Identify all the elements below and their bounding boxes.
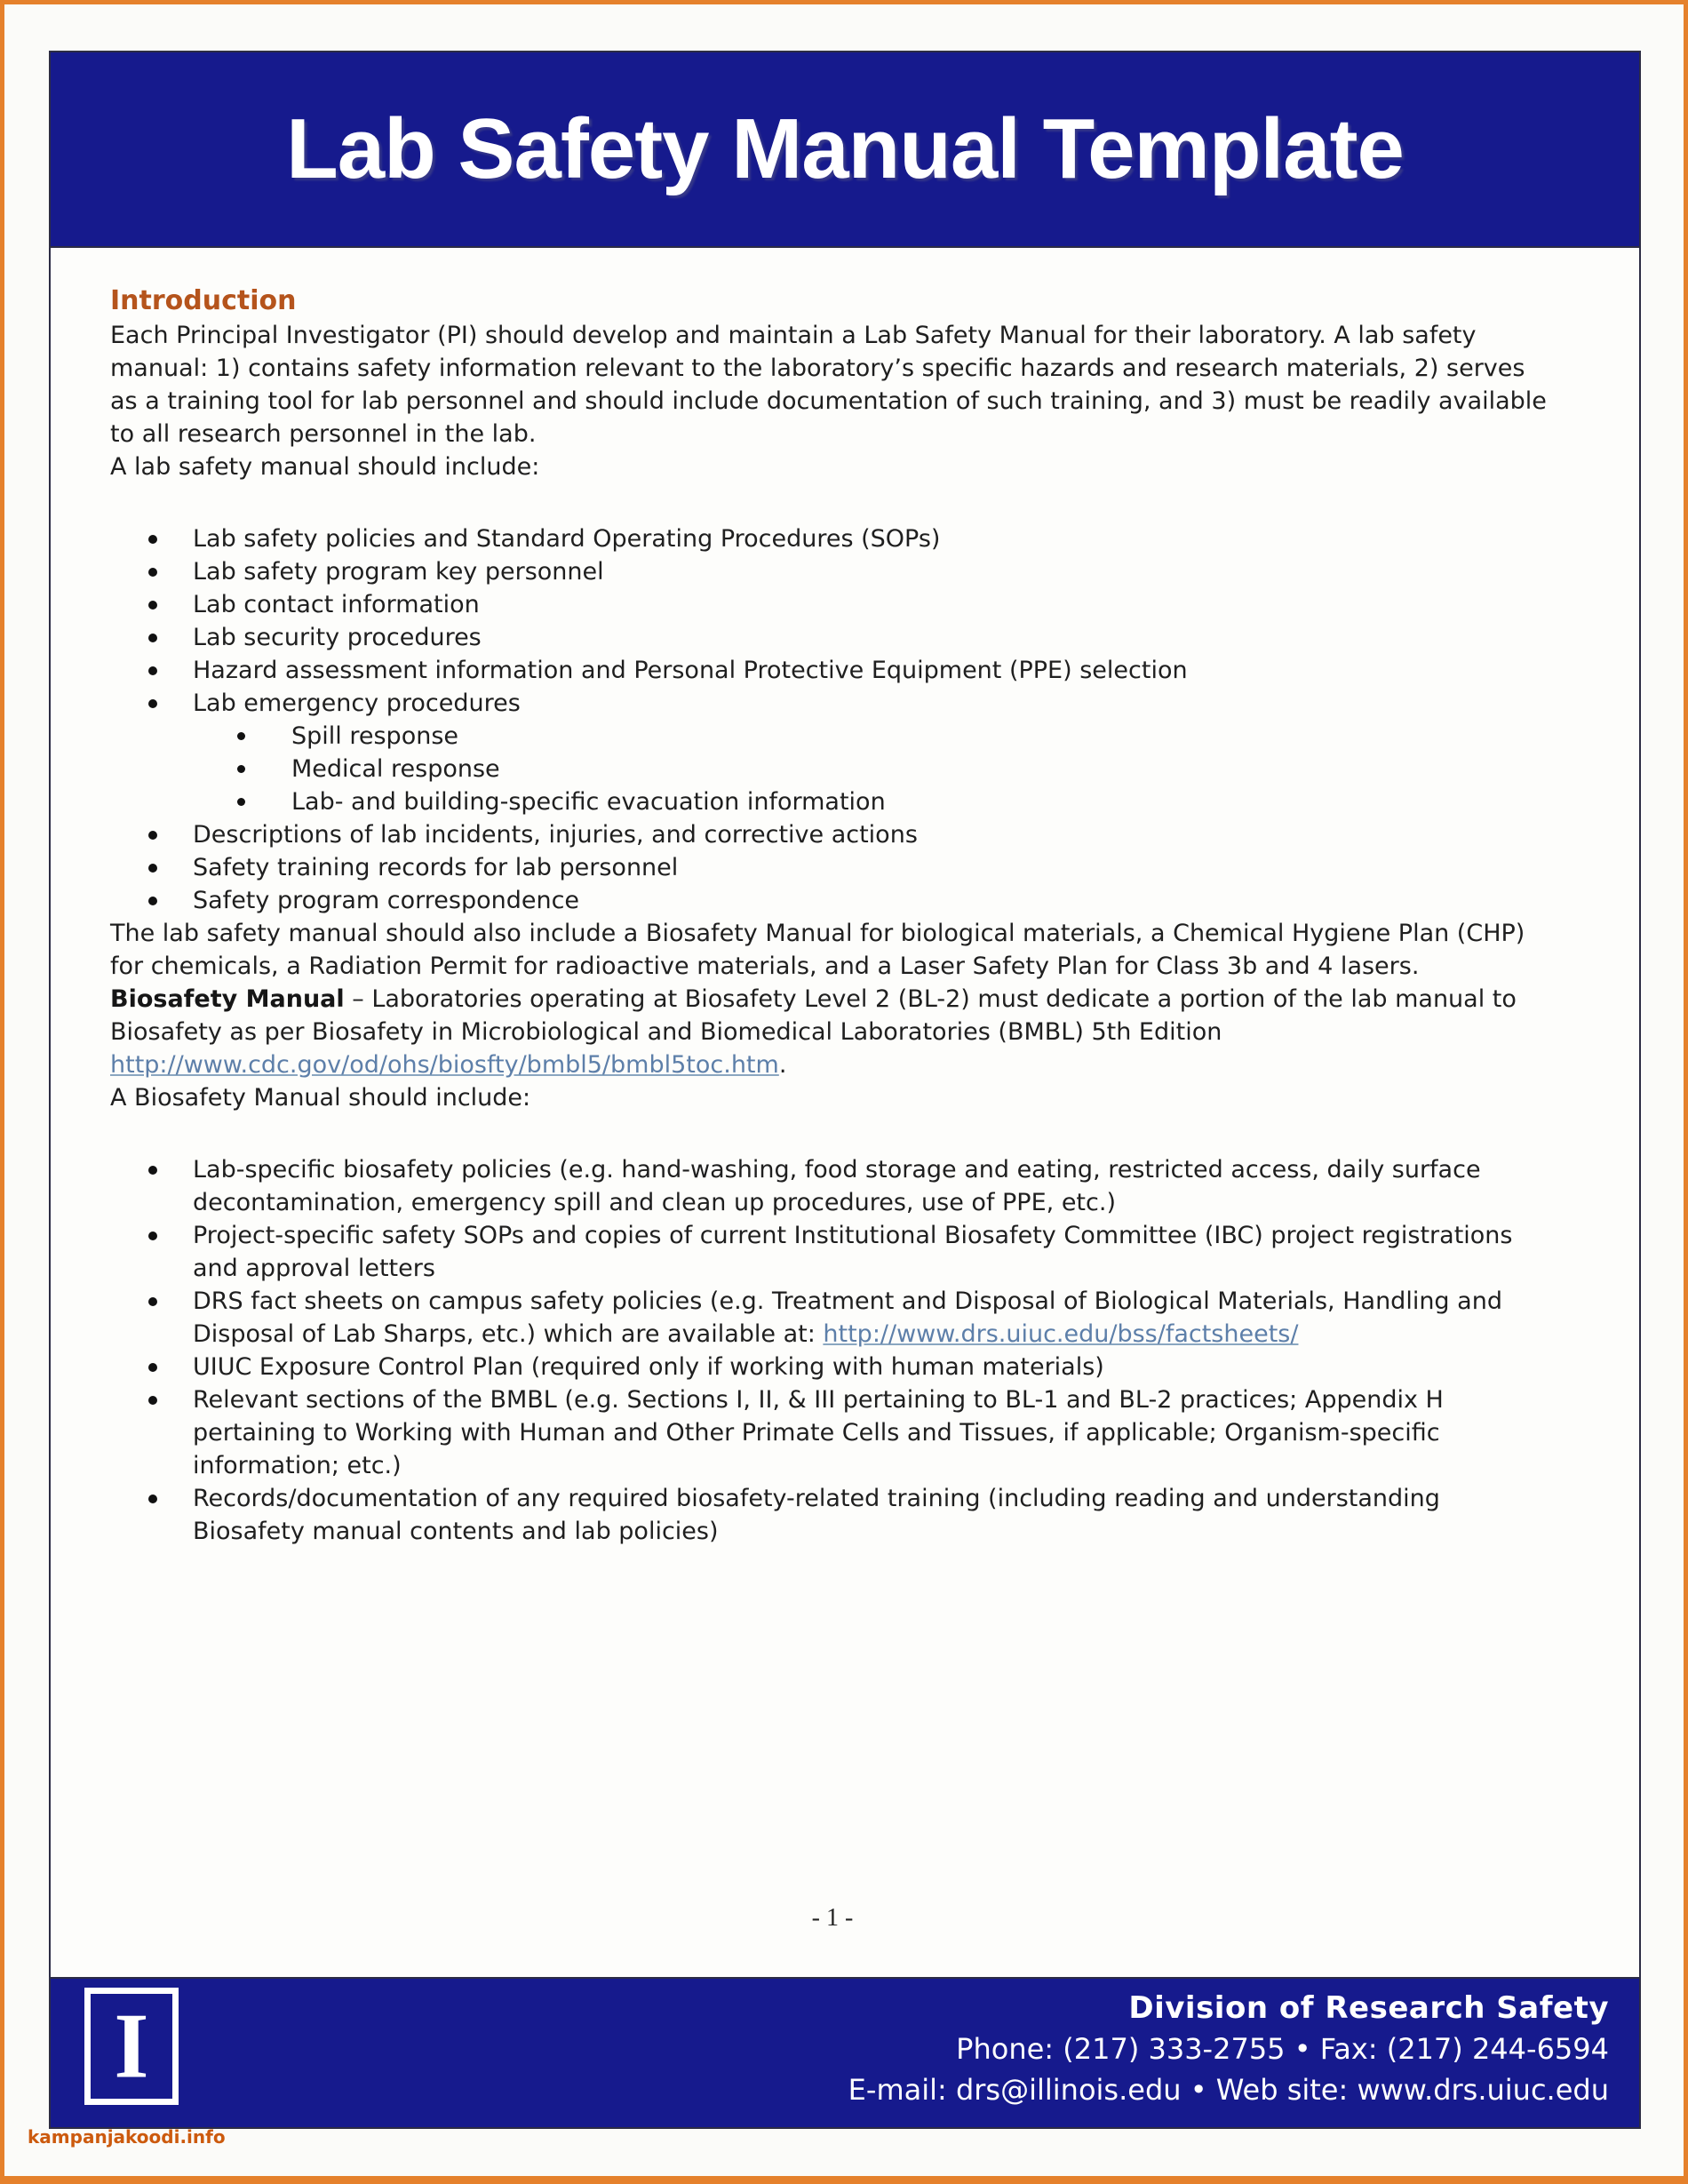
bullet-icon bbox=[148, 1396, 157, 1405]
list-item: Descriptions of lab incidents, injuries, and corrective actions bbox=[110, 818, 1555, 851]
bullet-icon bbox=[148, 601, 157, 610]
list-item: Lab safety program key personnel bbox=[110, 555, 1555, 588]
intro-paragraph: Each Principal Investigator (PI) should develop and maintain a Lab Safety Manual for their laboratory. A lab safety manual: 1) contains safety information relevant to the laboratory’s specific hazards and research materials, 2) serves as a training tool for lab personnel and should include documentation of such training, and 3) must be readily available to all research personnel in the lab. bbox=[110, 322, 1547, 448]
document bbox=[49, 51, 1641, 2129]
bullet-icon bbox=[237, 765, 245, 773]
uiuc-column-logo-icon bbox=[84, 1988, 179, 2105]
list-item: Lab contact information bbox=[110, 588, 1555, 621]
footer-email-line: E-mail: drs@illinois.edu • Web site: www.drs.uiuc.edu bbox=[848, 2073, 1609, 2107]
drs-factsheets-link[interactable]: http://www.drs.uiuc.edu/bss/factsheets/ bbox=[823, 1320, 1299, 1348]
bullet-icon bbox=[148, 897, 157, 905]
biosafety-paragraph-period: . bbox=[778, 1051, 787, 1079]
biosafety-list bbox=[110, 1153, 1555, 1548]
footer-contact-block bbox=[848, 1988, 1609, 2110]
also-include-paragraph: The lab safety manual should also include a Biosafety Manual for biological materials, a Chemical Hygiene Plan (CHP) for chemicals, a Radiation Permit for radioactive materials, and a Laser Safety Plan for Class 3b and 4 lasers. bbox=[110, 920, 1525, 980]
bullet-icon bbox=[148, 831, 157, 840]
sub-list-item: Lab- and building-specific evacuation information bbox=[110, 785, 1555, 818]
watermark-text: kampanjakoodi.info bbox=[28, 2126, 226, 2148]
bullet-icon bbox=[148, 568, 157, 577]
bullet-icon bbox=[148, 1297, 157, 1306]
column-i-glyph: I bbox=[114, 1994, 149, 2098]
page-number: - 1 - bbox=[811, 1904, 854, 1932]
list-item: Lab-specific biosafety policies (e.g. hand-washing, food storage and eating, restricted access, daily surface decontamination, emergency spill and clean up procedures, use of PPE, etc.) bbox=[110, 1153, 1555, 1219]
list-item: Records/documentation of any required biosafety-related training (including reading and understanding Biosafety manual contents and lab policies) bbox=[110, 1482, 1555, 1548]
manual-list-intro: A lab safety manual should include: bbox=[110, 453, 540, 481]
biosafety-paragraph-text: – Laboratories operating at Biosafety Level 2 (BL-2) must dedicate a portion of the lab manual to Biosafety as per Biosafety in Microbiological and Biomedical Laboratories (BMBL) 5th Edition bbox=[110, 985, 1517, 1046]
bullet-icon bbox=[148, 1166, 157, 1175]
list-item: Project-specific safety SOPs and copies of current Institutional Biosafety Committee (IBC) project registrations and approval letters bbox=[110, 1219, 1555, 1285]
bullet-icon bbox=[237, 798, 245, 806]
intro-heading: Introduction bbox=[110, 285, 297, 316]
list-item: Safety training records for lab personnel bbox=[110, 851, 1555, 884]
manual-list bbox=[110, 522, 1555, 917]
bullet-icon bbox=[148, 699, 157, 708]
biosafety-manual-label: Biosafety Manual bbox=[110, 985, 345, 1013]
drs-factsheets-text: DRS fact sheets on campus safety policies (e.g. Treatment and Disposal of Biological Materials, Handling and Disposal of Lab Sharps, etc.) which are available at: bbox=[193, 1287, 1502, 1348]
footer-banner bbox=[51, 1979, 1639, 2127]
bullet-icon bbox=[148, 535, 157, 544]
sub-list-item: Spill response bbox=[110, 720, 1555, 753]
content-area bbox=[51, 246, 1639, 1979]
footer-phone-line: Phone: (217) 333-2755 • Fax: (217) 244-6594 bbox=[956, 2032, 1609, 2066]
biosafety-list-intro: A Biosafety Manual should include: bbox=[110, 1084, 531, 1112]
bullet-icon bbox=[148, 864, 157, 873]
bullet-icon bbox=[148, 634, 157, 642]
list-item bbox=[110, 1285, 1555, 1351]
bullet-icon bbox=[148, 1495, 157, 1503]
cdc-bmbl-link[interactable]: http://www.cdc.gov/od/ohs/biosfty/bmbl5/bmbl5toc.htm bbox=[110, 1051, 779, 1079]
bullet-icon bbox=[148, 1231, 157, 1240]
list-item: Lab safety policies and Standard Operating Procedures (SOPs) bbox=[110, 522, 1555, 555]
document-title: Lab Safety Manual Template bbox=[286, 101, 1404, 196]
list-item: Safety program correspondence bbox=[110, 884, 1555, 917]
list-item: UIUC Exposure Control Plan (required only if working with human materials) bbox=[110, 1351, 1555, 1383]
list-item: Hazard assessment information and Personal Protective Equipment (PPE) selection bbox=[110, 654, 1555, 687]
header-banner bbox=[51, 52, 1639, 246]
sub-list-item: Medical response bbox=[110, 753, 1555, 785]
list-item: Lab security procedures bbox=[110, 621, 1555, 654]
biosafety-paragraph bbox=[110, 983, 1555, 1081]
bullet-icon bbox=[237, 732, 245, 740]
bullet-icon bbox=[148, 666, 157, 675]
footer-org-name: Division of Research Safety bbox=[1128, 1990, 1609, 2026]
list-item: Lab emergency procedures bbox=[110, 687, 1555, 720]
list-item: Relevant sections of the BMBL (e.g. Sections I, II, & III pertaining to BL-1 and BL-2 practices; Appendix H pertaining to Working with Human and Other Primate Cells and Tissues, if applicable; Organism-specific information; etc.) bbox=[110, 1383, 1555, 1482]
bullet-icon bbox=[148, 1363, 157, 1372]
